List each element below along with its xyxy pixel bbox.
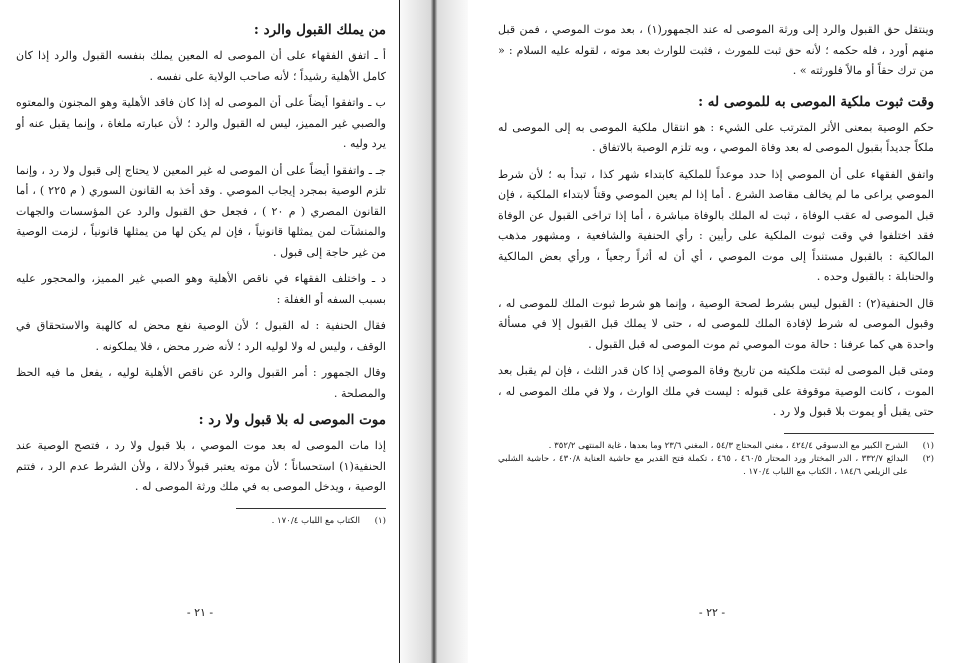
footnote-number: (٢) — [922, 453, 934, 464]
page-number: - ٢٢ - — [698, 606, 726, 619]
footnote — [498, 440, 934, 453]
paragraph: أ ـ اتفق الفقهاء على أن الموصى له المعين يملك بنفسه القبول والرد إذا كان كامل الأهلية رشيداً ؛ لأنه صاحب الولاية على نفسه . — [16, 49, 386, 83]
footnote-text: الشرح الكبير مع الدسوقي ٤٢٤/٤ ، مغني المحتاج ٥٤/٣ ، المغني ٢٣/٦ وما بعدها ، غاية المنتهى ٣٥٢/٢ . — [548, 440, 908, 451]
paragraph: حكم الوصية بمعنى الأثر المترتب على الشيء : هو انتقال ملكية الموصى به إلى الموصى له ملكاً جديداً بقبول الموصى له بعد وفاة الموصي ، وبه تلزم الوصية بالاتفاق . — [498, 120, 934, 154]
paragraph: قال الحنفية(٢) : القبول ليس بشرط لصحة الوصية ، وإنما هو شرط ثبوت الملك للموصى له ، وقبول الموصى له شرط لإفادة الملك للموصى له ، حتى لا يملك قبل القبول إلا في مسألة واحدة هي كما عرفنا : حالة موت الموصي ثم موت الموصى له قبل القبول . — [498, 296, 934, 351]
paragraph: ب ـ واتفقوا أيضاً على أن الموصى له إذا كان فاقد الأهلية وهو المجنون والمعتوه والصبي غير المميز، ليس له القبول والرد ؛ لأن عبارته ملغاة ، وإنما يقبل عنه أو يرد وليه . — [16, 96, 386, 150]
left-page — [0, 0, 400, 663]
paragraph: فقال الحنفية : له القبول ؛ لأن الوصية نفع محض له كالهبة والاستحقاق في الوقف ، وليس له ولا لوليه الرد ؛ لأنه ضرر محض ، فلا يملكونه . — [16, 319, 386, 353]
book-gutter — [400, 0, 468, 663]
page-number: - ٢١ - — [186, 606, 214, 619]
paragraph: جـ ـ واتفقوا أيضاً على أن الموصى له غير المعين لا يحتاج إلى قبول ولا رد ، وإنما تلزم الوصية بمجرد إيجاب الموصي . وقد أخذ به القانون السوري ( م ٢٢٥ ) ، أما القانون المصري ( م ٢٠ ) ، فجعل حق القبول والرد عن المؤسسات والجهات والمنشآت لمن يمثلها قانونياً ، فإن لم يكن لها من يمثلها قانونياً ، لزمت الوصية من غير حاجة إلى قبول . — [16, 163, 387, 259]
right-page — [468, 0, 956, 663]
section-heading: موت الموصى له بلا قبول ولا رد : — [198, 412, 386, 428]
footnote — [498, 453, 934, 479]
footnote-rule — [236, 508, 386, 509]
footnotes — [498, 440, 934, 479]
paragraph: د ـ واختلف الفقهاء في ناقص الأهلية وهو الصبي غير المميز، والمحجور عليه بسبب السفه أو الغفلة : — [16, 272, 386, 306]
paragraph: إذا مات الموصى له بعد موت الموصي ، بلا قبول ولا رد ، فتصح الوصية عند الحنفية(١) استحساناً ؛ لأن موته يعتبر قبولاً دلالة ، ولأن الشرط عدم الرد ، فتتم الوصية ، ويدخل الموصى به في ملك ورثة الموصى له . — [16, 439, 386, 493]
paragraph: واتفق الفقهاء على أن الموصي إذا حدد موعداً للملكية كابتداء شهر كذا ، تبدأ به ؛ لأن شرط الموصي يراعى ما لم يخالف مقاصد الشرع . أما إذا لم يعين الموصي وقتاً لابتداء الملكية ، فإن قبل الموصى له عقب الوفاة ، ثبت له الملك بالوفاة مباشرة ، أما إذا تراخى القبول عن الوفاة فقد اختلفوا في وقت ثبوت الملكية على رأيين : رأي الحنفية والشافعية ، ومشهور مذهب المالكية : بالقبول مستنداً إلى موت الموصي ، أي أن له أثراً رجعياً ، ورأي بعض المالكية والحنابلة : بالقبول وحده . — [498, 167, 934, 283]
footnote-number: (١) — [374, 515, 386, 526]
paragraph: وقال الجمهور : أمر القبول والرد عن ناقص الأهلية لوليه ، يفعل ما فيه الحظ والمصلحة . — [16, 366, 386, 400]
footnote — [16, 515, 386, 528]
footnote-text: الكتاب مع اللباب ١٧٠/٤ . — [271, 515, 360, 526]
footnotes — [16, 515, 386, 528]
section-heading: وقت ثبوت ملكية الموصى به للموصى له : — [698, 93, 934, 110]
footnote-text: البدائع ٣٣٢/٧ ، الدر المختار ورد المحتار ٤٦٠/٥ ، ٤٦٥ ، تكملة فتح القدير مع حاشية العناية ٤٣٠/٨ ، حاشية الشلبي على الزيلعي ١٨٤/٦ ، الكتاب مع اللباب ١٧٠/٤ . — [498, 453, 908, 477]
paragraph: ومتى قبل الموصى له ثبتت ملكيته من تاريخ وفاة الموصي إذا كان قدر الثلث ، فإن لم يقبل بعد الموت ، كانت الوصية موقوفة على قبوله : ليست في ملك الوارث ، ولا في ملك الموصى له ، حتى يقبل أو يموت بلا قبول ولا رد . — [498, 364, 934, 418]
footnote-rule — [784, 433, 934, 434]
intro-paragraph: وينتقل حق القبول والرد إلى ورثة الموصى له عند الجمهور(١) ، بعد موت الموصي ، فمن قبل منهم أورد ، فله حكمه ؛ لأنه حق ثبت للمورث ، فثبت للوارث بعد موته ، لقوله عليه السلام : « من ترك حقاً أو مالاً فلورثته » . — [498, 23, 934, 77]
section-heading: من يملك القبول والرد : — [253, 22, 386, 38]
footnote-number: (١) — [922, 440, 934, 451]
